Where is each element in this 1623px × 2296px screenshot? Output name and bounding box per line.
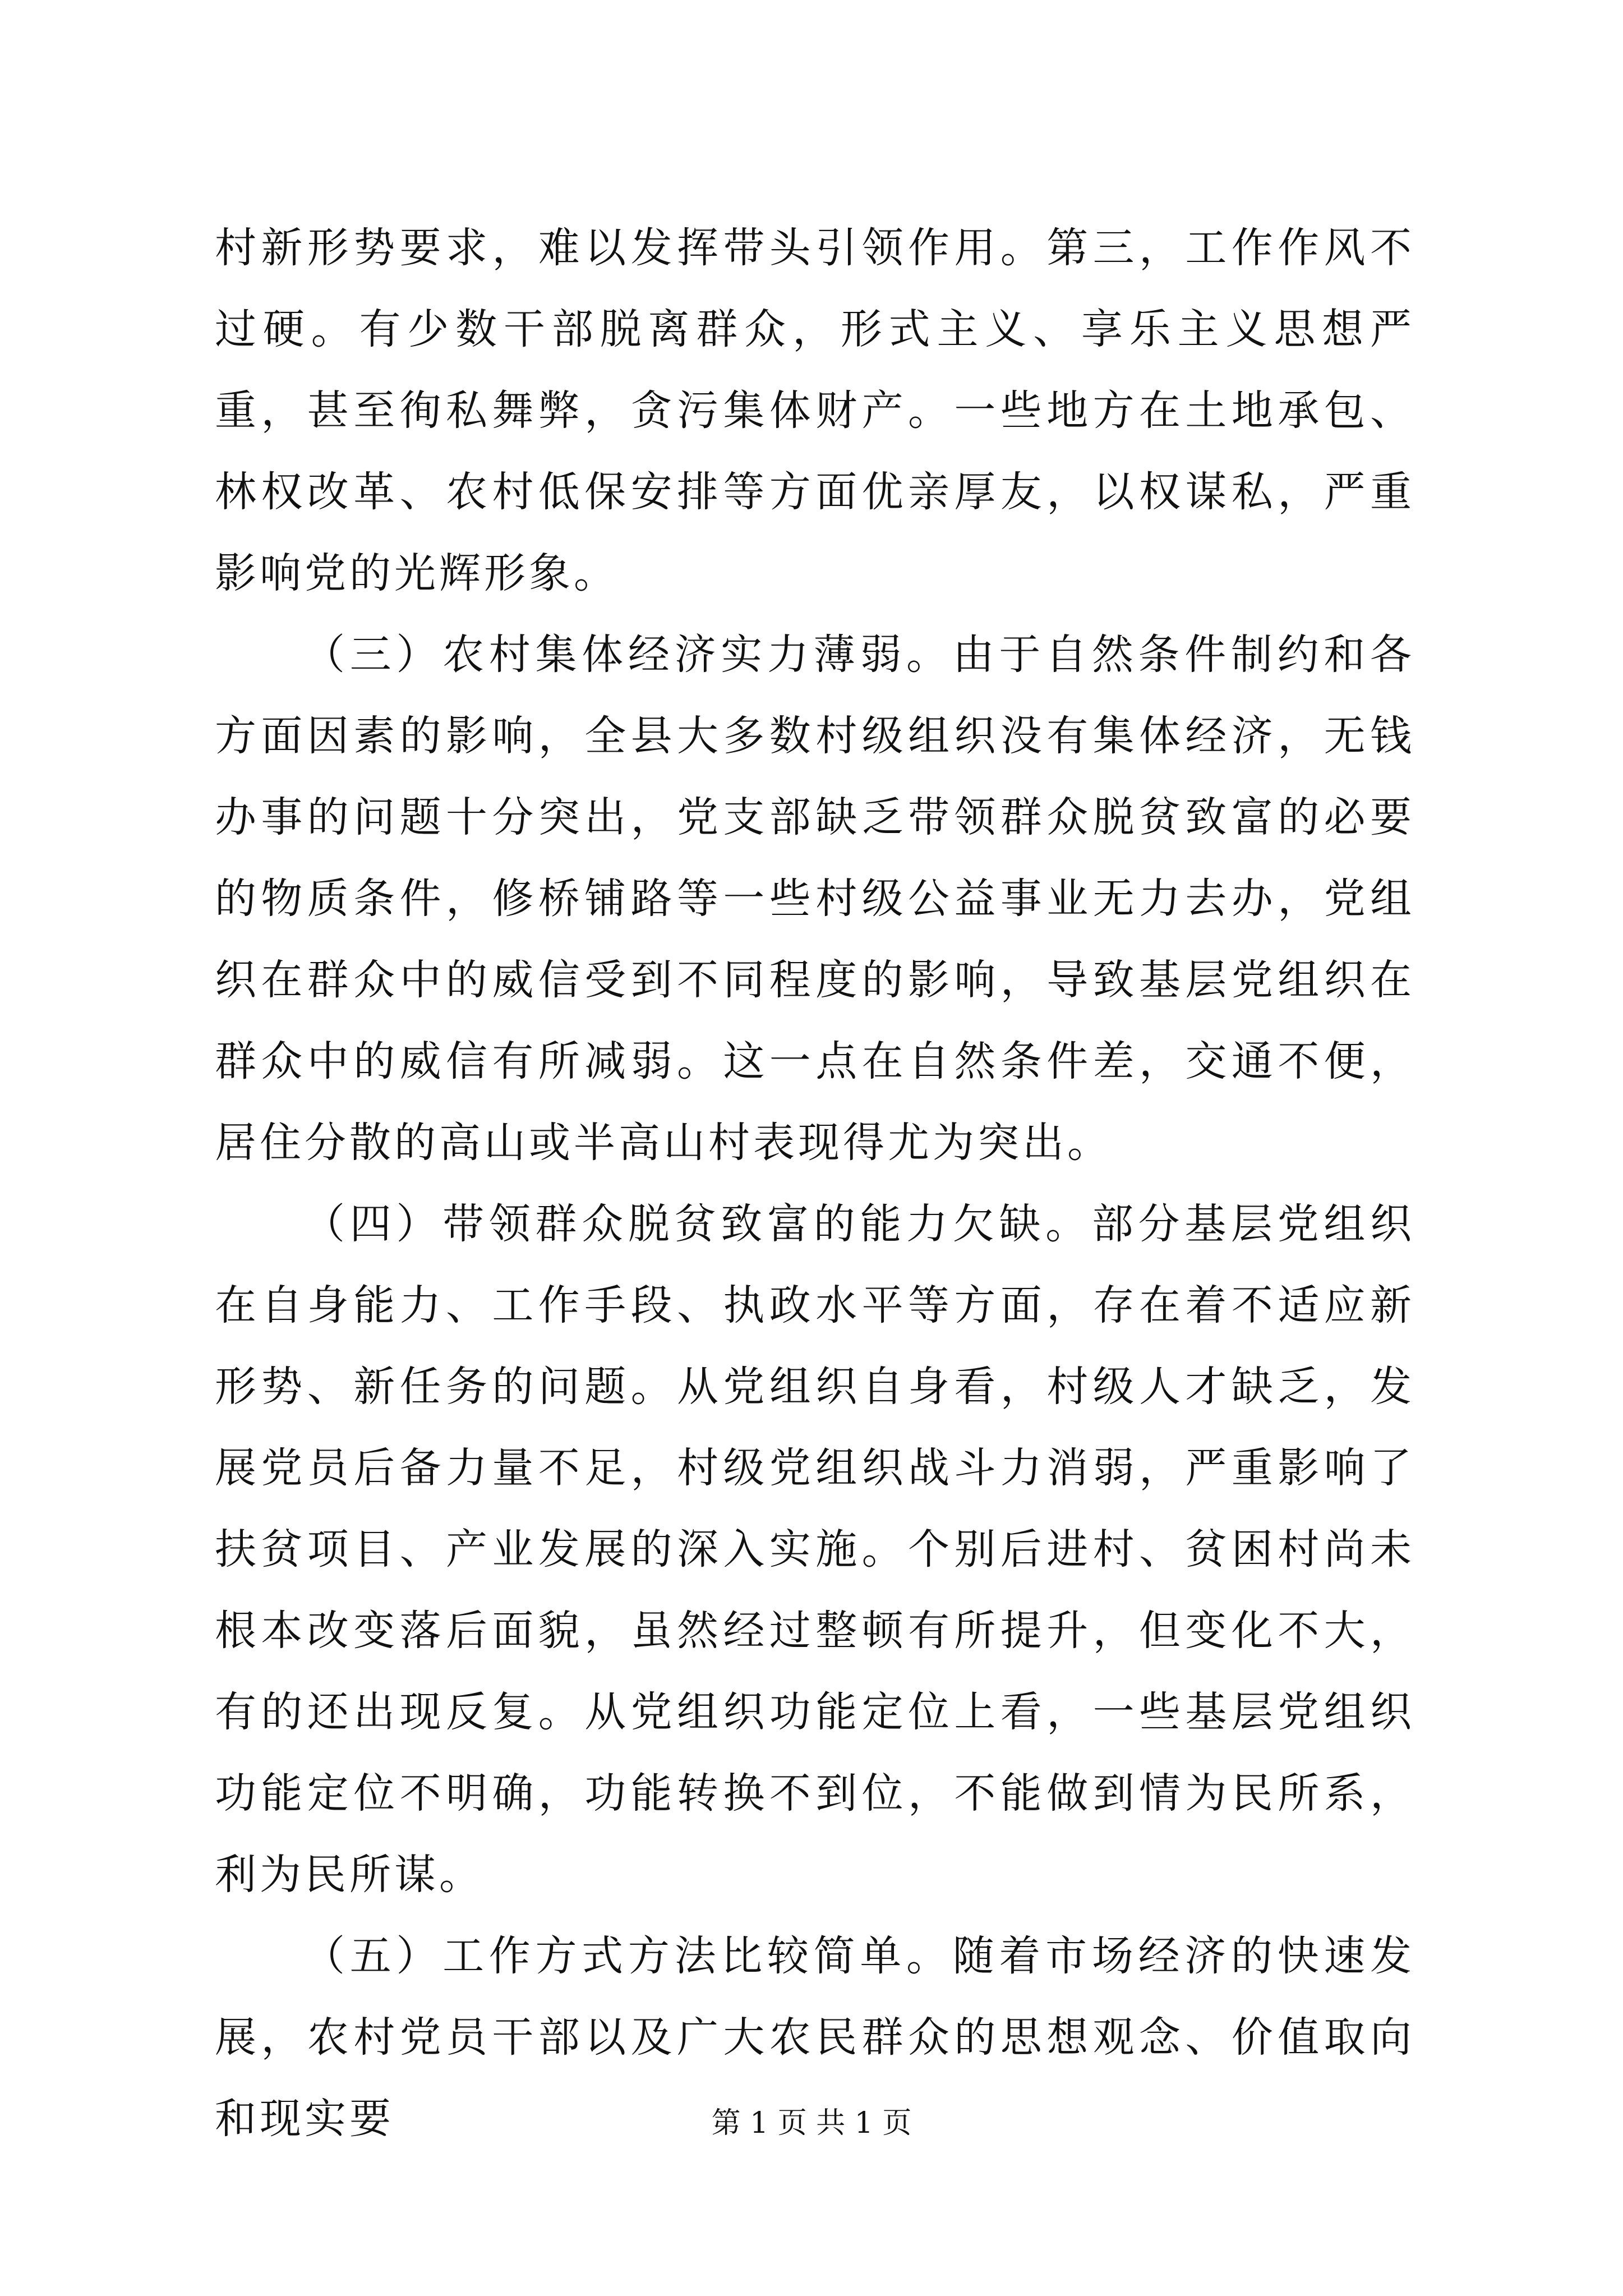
paragraph-1: 村新形势要求，难以发挥带头引领作用。第三，工作作风不过硬。有少数干部脱离群众，形式主义、享乐主义思想严重，甚至徇私舞弊，贪污集体财产。一些地方在土地承包、林权改革、农村低保安排等方面优亲厚友，以权谋私，严重影响党的光辉形象。 [215, 224, 1415, 597]
paragraph-3: （四）带领群众脱贫致富的能力欠缺。部分基层党组织在自身能力、工作手段、执政水平等方面，存在着不适应新形势、新任务的问题。从党组织自身看，村级人才缺乏，发展党员后备力量不足，村级党组织战斗力消弱，严重影响了扶贫项目、产业发展的深入实施。个别后进村、贫困村尚未根本改变落后面貌，虽然经过整顿有所提升，但变化不大，有的还出现反复。从党组织功能定位上看，一些基层党组织功能定位不明确，功能转换不到位，不能做到情为民所系，利为民所谋。 [215, 1200, 1415, 1899]
page-footer: 第 1 页 共 1 页 [711, 2106, 912, 2140]
document-body [215, 208, 1415, 2160]
paragraph-2: （三）农村集体经济实力薄弱。由于自然条件制约和各方面因素的影响，全县大多数村级组织没有集体经济，无钱办事的问题十分突出，党支部缺乏带领群众脱贫致富的必要的物质条件，修桥铺路等一些村级公益事业无力去办，党组织在群众中的威信受到不同程度的影响，导致基层党组织在群众中的威信有所减弱。这一点在自然条件差，交通不便，居住分散的高山或半高山村表现得尤为突出。 [215, 631, 1415, 1167]
paragraph-4: （五）工作方式方法比较简单。随着市场经济的快速发展，农村党员干部以及广大农民群众的思想观念、价值取向和现实要 [215, 1932, 1415, 2143]
